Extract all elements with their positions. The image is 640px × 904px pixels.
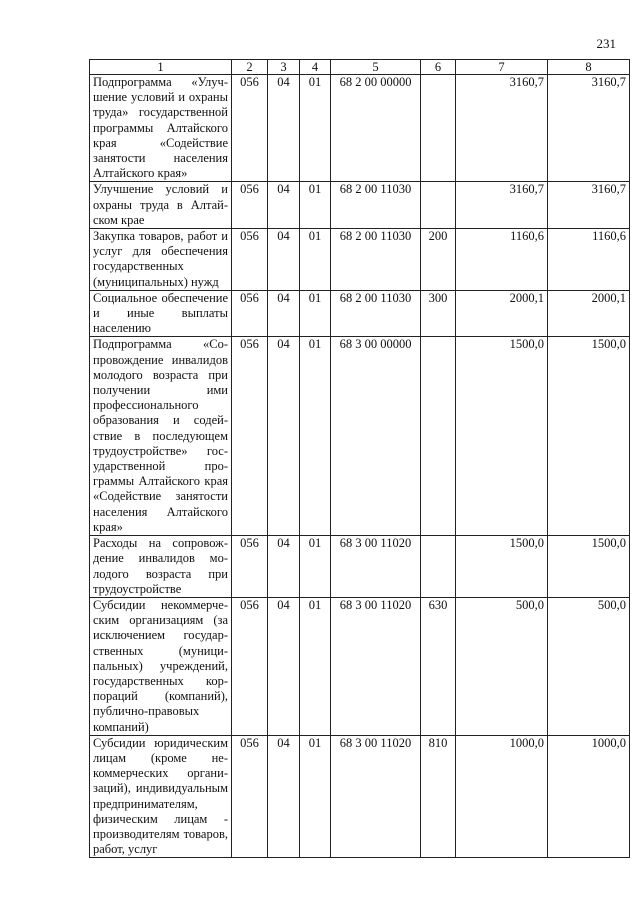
cell-subsection: 01 [300, 290, 331, 337]
cell-subsection: 01 [300, 735, 331, 858]
cell-amount-7: 1500,0 [456, 337, 548, 536]
cell-subsection: 01 [300, 536, 331, 598]
cell-section: 04 [268, 75, 300, 182]
cell-ministry-code: 056 [232, 597, 268, 735]
cell-section: 04 [268, 536, 300, 598]
column-header: 5 [331, 60, 421, 75]
row-name: Субсидии юридическим лицам (кроме некоммерческих организаций), индивидуальным предпринимателям, физическим лицам - производителям товаров, работ, услуг [90, 735, 232, 858]
column-header: 6 [421, 60, 456, 75]
cell-amount-7: 3160,7 [456, 182, 548, 229]
column-header: 7 [456, 60, 548, 75]
cell-ministry-code: 056 [232, 290, 268, 337]
row-name: Расходы на сопровождение инвалидов молодого возраста при трудоустройстве [90, 536, 232, 598]
cell-amount-7: 2000,1 [456, 290, 548, 337]
cell-amount-8: 1500,0 [548, 337, 630, 536]
cell-section: 04 [268, 229, 300, 291]
cell-amount-7: 1000,0 [456, 735, 548, 858]
row-name: Подпрограмма «Улучшение условий и охраны труда» государственной программы Алтайского края «Содействие занятости населения Алтайского края» [90, 75, 232, 182]
column-header: 1 [90, 60, 232, 75]
row-name: Субсидии некоммерческим организациям (за исключением государственных (муниципальных) учреждений, государственных корпораций (компаний), публично-правовых компаний) [90, 597, 232, 735]
cell-expense-type: 630 [421, 597, 456, 735]
row-name: Социальное обеспечение и иные выплаты населению [90, 290, 232, 337]
cell-target-article: 68 3 00 11020 [331, 735, 421, 858]
row-name: Подпрограмма «Сопровождение инвалидов молодого возраста при получении ими профессионального образования и содействие в последующем трудоустройстве» государственной программы Алтайского края «Содействие занятости населения Алтайского края» [90, 337, 232, 536]
column-header: 8 [548, 60, 630, 75]
cell-target-article: 68 2 00 11030 [331, 182, 421, 229]
column-header: 2 [232, 60, 268, 75]
cell-target-article: 68 3 00 11020 [331, 536, 421, 598]
cell-target-article: 68 2 00 11030 [331, 290, 421, 337]
cell-section: 04 [268, 735, 300, 858]
column-header: 4 [300, 60, 331, 75]
cell-amount-8: 1500,0 [548, 536, 630, 598]
cell-subsection: 01 [300, 229, 331, 291]
cell-expense-type: 200 [421, 229, 456, 291]
table-row [90, 735, 630, 858]
column-header: 3 [268, 60, 300, 75]
table-row [90, 229, 630, 291]
cell-amount-8: 500,0 [548, 597, 630, 735]
cell-subsection: 01 [300, 597, 331, 735]
cell-target-article: 68 3 00 11020 [331, 597, 421, 735]
page-number: 231 [596, 36, 616, 51]
cell-ministry-code: 056 [232, 229, 268, 291]
cell-ministry-code: 056 [232, 182, 268, 229]
cell-target-article: 68 3 00 00000 [331, 337, 421, 536]
table-row [90, 182, 630, 229]
budget-table [89, 59, 630, 858]
cell-expense-type [421, 536, 456, 598]
cell-amount-8: 3160,7 [548, 75, 630, 182]
cell-expense-type: 810 [421, 735, 456, 858]
table-row [90, 536, 630, 598]
cell-subsection: 01 [300, 182, 331, 229]
cell-amount-7: 3160,7 [456, 75, 548, 182]
row-name: Улучшение условий и охраны труда в Алтайском крае [90, 182, 232, 229]
cell-section: 04 [268, 597, 300, 735]
cell-target-article: 68 2 00 00000 [331, 75, 421, 182]
cell-section: 04 [268, 337, 300, 536]
cell-amount-8: 1000,0 [548, 735, 630, 858]
cell-amount-7: 500,0 [456, 597, 548, 735]
table-row [90, 337, 630, 536]
cell-expense-type [421, 337, 456, 536]
cell-amount-8: 3160,7 [548, 182, 630, 229]
cell-expense-type [421, 75, 456, 182]
cell-subsection: 01 [300, 337, 331, 536]
cell-section: 04 [268, 182, 300, 229]
cell-expense-type [421, 182, 456, 229]
cell-ministry-code: 056 [232, 536, 268, 598]
table-row [90, 597, 630, 735]
cell-amount-7: 1500,0 [456, 536, 548, 598]
cell-amount-8: 2000,1 [548, 290, 630, 337]
cell-amount-8: 1160,6 [548, 229, 630, 291]
table-row [90, 290, 630, 337]
cell-amount-7: 1160,6 [456, 229, 548, 291]
cell-ministry-code: 056 [232, 337, 268, 536]
header-row [90, 60, 630, 75]
cell-ministry-code: 056 [232, 735, 268, 858]
cell-section: 04 [268, 290, 300, 337]
cell-target-article: 68 2 00 11030 [331, 229, 421, 291]
cell-ministry-code: 056 [232, 75, 268, 182]
row-name: Закупка товаров, работ и услуг для обеспечения государственных (муниципальных) нужд [90, 229, 232, 291]
table-row [90, 75, 630, 182]
cell-subsection: 01 [300, 75, 331, 182]
cell-expense-type: 300 [421, 290, 456, 337]
